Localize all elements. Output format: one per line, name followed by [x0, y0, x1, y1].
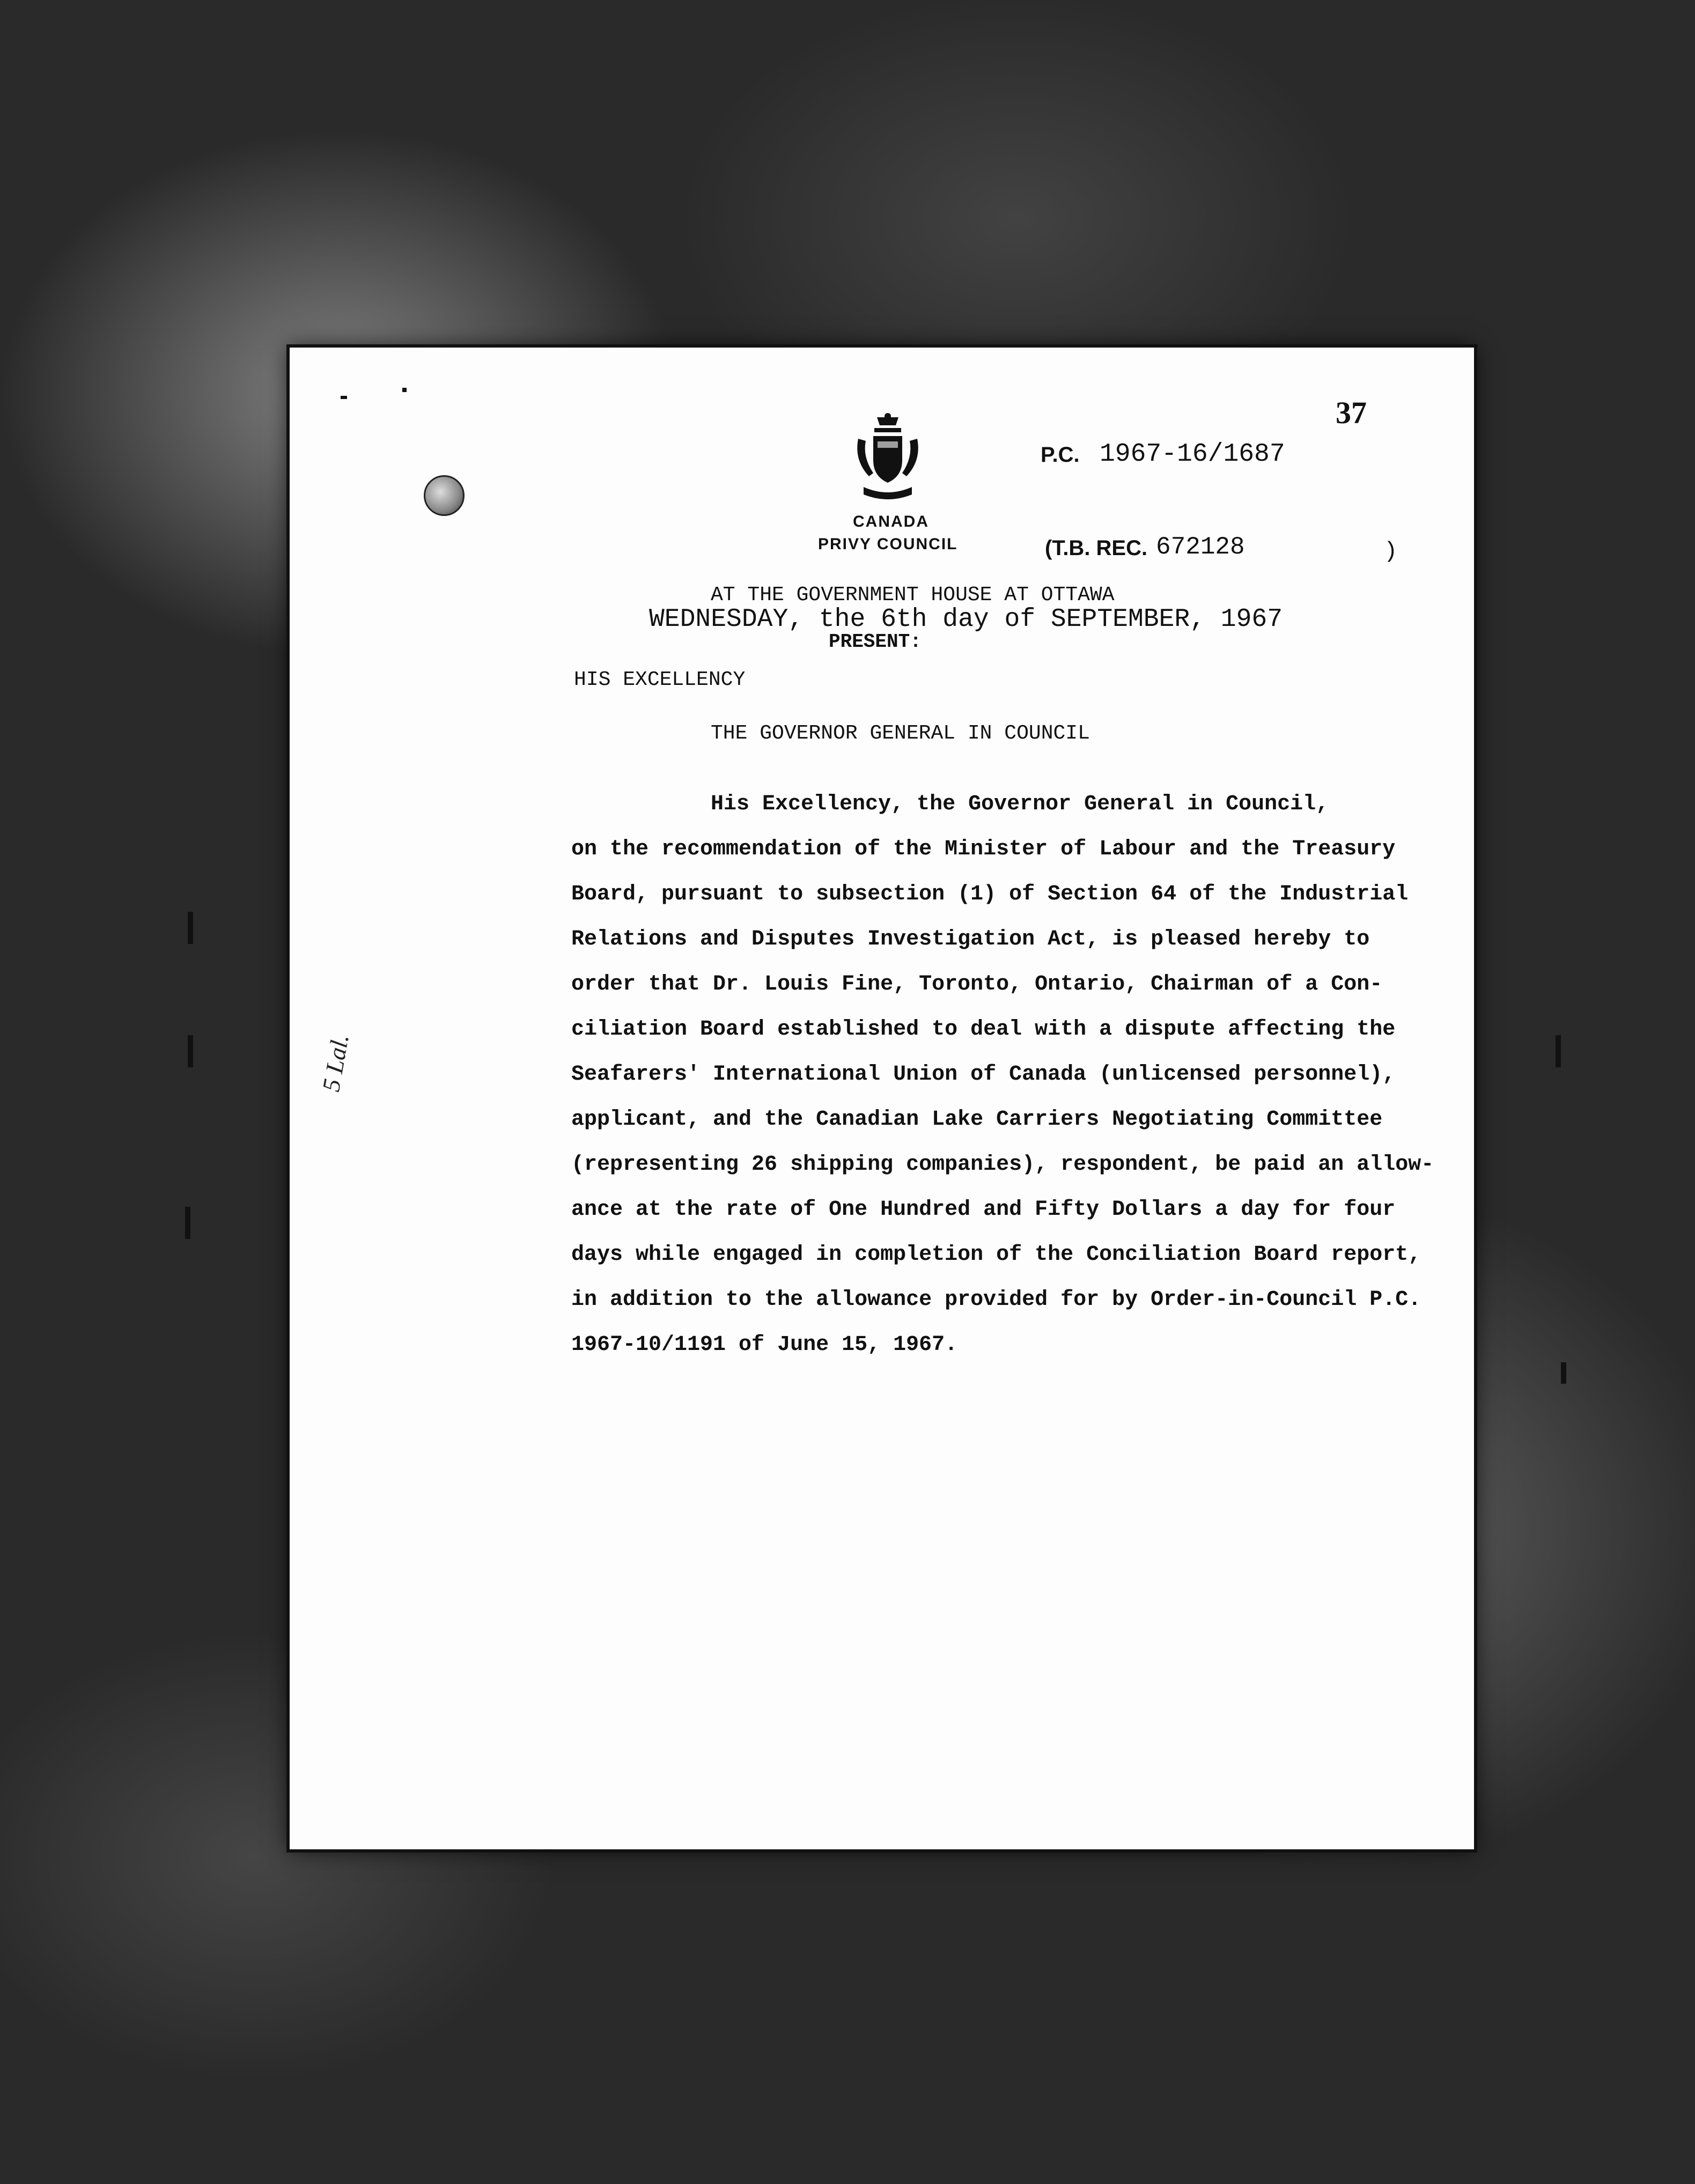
scan-mark	[1561, 1362, 1566, 1384]
order-body	[571, 782, 1434, 1368]
canada-label: CANADA	[853, 513, 929, 530]
scan-speck	[341, 396, 347, 399]
body-line: ance at the rate of One Hundred and Fifty Dollars a day for four	[571, 1198, 1396, 1222]
body-line: His Excellency, the Governor General in Council,	[711, 792, 1329, 816]
margin-note: 5 Lal.	[316, 1032, 354, 1094]
scan-mark	[188, 1035, 193, 1067]
scan-mark	[188, 912, 193, 944]
body-line: 1967-10/1191 of June 15, 1967.	[571, 1333, 958, 1357]
page-number: 37	[1336, 395, 1367, 430]
body-line: applicant, and the Canadian Lake Carriers Negotiating Committee	[571, 1108, 1383, 1132]
scan-mark	[1556, 1035, 1561, 1067]
scan-mark	[185, 1207, 190, 1239]
present-heading: PRESENT:	[829, 631, 922, 653]
body-line: Seafarers' International Union of Canada (unlicensed personnel),	[571, 1063, 1396, 1087]
his-excellency: HIS EXCELLENCY	[574, 668, 746, 691]
body-line: Relations and Disputes Investigation Act, is pleased hereby to	[571, 927, 1370, 951]
body-line: Board, pursuant to subsection (1) of Section 64 of the Industrial	[571, 882, 1409, 906]
privy-council-label: PRIVY COUNCIL	[818, 535, 958, 553]
coat-of-arms-icon	[853, 412, 923, 503]
tb-rec-number: 672128	[1156, 533, 1245, 561]
document-page	[290, 348, 1474, 1849]
tb-rec-label: (T.B. REC.	[1045, 536, 1148, 560]
punch-hole	[424, 475, 465, 516]
body-line: (representing 26 shipping companies), respondent, be paid an allow-	[571, 1153, 1434, 1177]
body-line: days while engaged in completion of the Conciliation Board report,	[571, 1243, 1421, 1267]
governor-general-in-council: THE GOVERNOR GENERAL IN COUNCIL	[711, 722, 1090, 745]
body-line: on the recommendation of the Minister of Labour and the Treasury	[571, 837, 1396, 861]
location-heading: AT THE GOVERNMENT HOUSE AT OTTAWA	[711, 584, 1115, 607]
body-line: order that Dr. Louis Fine, Toronto, Ontario, Chairman of a Con-	[571, 972, 1383, 997]
body-line: ciliation Board established to deal with a dispute affecting the	[571, 1017, 1396, 1042]
pc-number: 1967-16/1687	[1100, 440, 1285, 469]
scan-speck	[402, 388, 407, 392]
pc-label: P.C.	[1041, 443, 1080, 467]
date-heading: WEDNESDAY, the 6th day of SEPTEMBER, 1967	[649, 605, 1283, 634]
body-line: in addition to the allowance provided for by Order-in-Council P.C.	[571, 1288, 1421, 1312]
tb-rec-close: )	[1384, 538, 1398, 564]
